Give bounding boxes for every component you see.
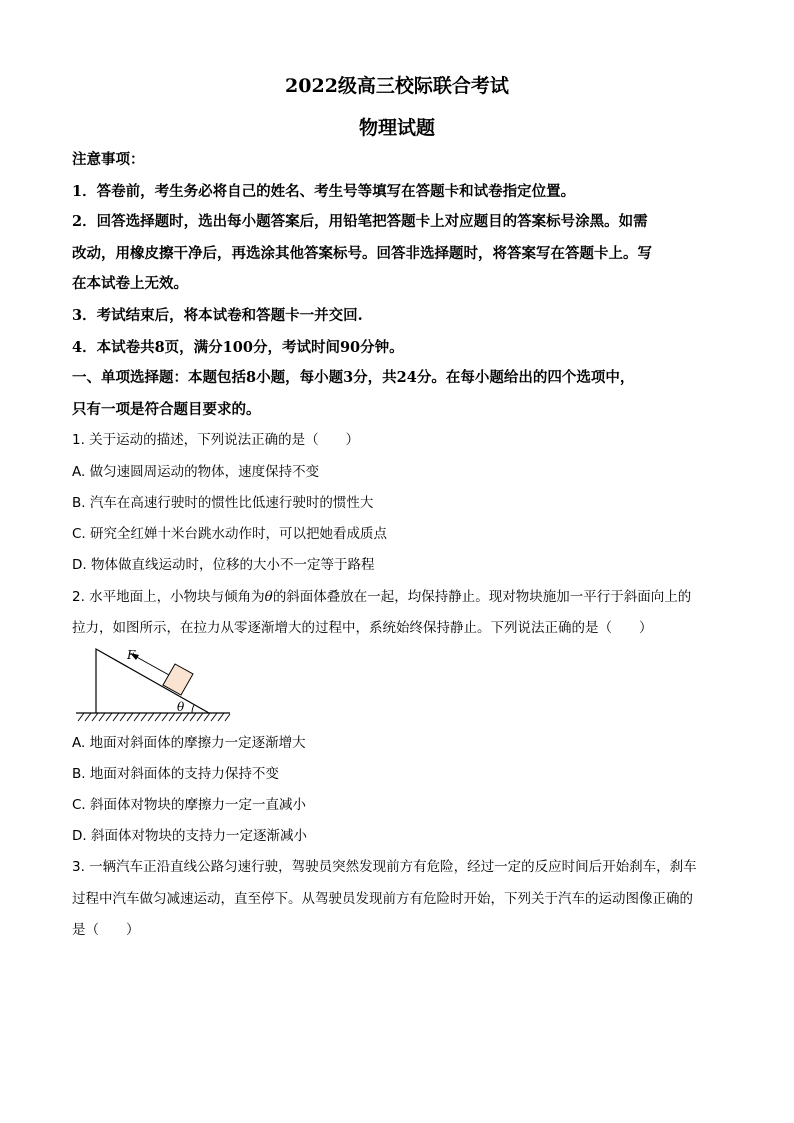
force-arrow	[133, 655, 169, 675]
notice-heading: 注意事项：	[72, 151, 145, 168]
q2-stem-line-2: 拉力，如图所示，在拉力从零逐渐增大的过程中，系统始终保持静止。下列说法正确的是（ ）	[72, 620, 653, 636]
q1-option-a: A. 做匀速圆周运动的物体，速度保持不变	[72, 464, 320, 480]
q3-stem-line-3: 是（ ）	[72, 922, 140, 938]
angle-label: θ	[177, 700, 185, 714]
notice-item-2-line-2: 改动，用橡皮擦干净后，再选涂其他答案标号。回答非选择题时，将答案写在答题卡上。写	[72, 245, 652, 262]
q3-stem-line-1: 3. 一辆汽车正沿直线公路匀速行驶，驾驶员突然发现前方有危险，经过一定的反应时间后开始刹车，刹车	[72, 859, 697, 875]
q3-stem-line-2: 过程中汽车做匀减速运动，直至停下。从驾驶员发现前方有危险时开始，下列关于汽车的运动图像正确的	[72, 891, 693, 907]
q1-option-b: B. 汽车在高速行驶时的惯性比低速行驶时的惯性大	[72, 495, 374, 511]
section-heading-line-2: 只有一项是符合题目要求的。	[72, 401, 261, 418]
q1-option-d: D. 物体做直线运动时，位移的大小不一定等于路程	[72, 557, 375, 573]
q2-stem-part-b: 的斜面体叠放在一起，均保持静止。现对物块施加一平行于斜面向上的	[272, 589, 692, 605]
incline-wedge	[96, 649, 209, 713]
notice-item-2-line-1: 2．回答选择题时，选出每小题答案后，用铅笔把答题卡上对应题目的答案标号涂黑。如需	[72, 213, 648, 230]
q2-option-a: A. 地面对斜面体的摩擦力一定逐渐增大	[72, 735, 306, 751]
q2-stem-theta: θ	[264, 589, 273, 605]
angle-arc	[192, 705, 194, 713]
notice-item-1: 1．答卷前，考生务必将自己的姓名、考生号等填写在答题卡和试卷指定位置。	[72, 183, 576, 200]
q2-stem-line-1	[72, 587, 732, 607]
block	[163, 664, 193, 695]
notice-item-4: 4．本试卷共8页，满分100分，考试时间90分钟。	[72, 339, 404, 356]
q2-option-d: D. 斜面体对物块的支持力一定逐渐减小	[72, 828, 307, 844]
q2-option-c: C. 斜面体对物块的摩擦力一定一直减小	[72, 797, 307, 813]
q2-stem-part-a: 2. 水平地面上，小物块与倾角为	[72, 589, 265, 605]
exam-subtitle: 物理试题	[358, 117, 435, 139]
notice-item-2-line-3: 在本试卷上无效。	[72, 275, 188, 292]
exam-title: 2022级高三校际联合考试	[285, 75, 509, 97]
notice-item-3: 3．考试结束后，将本试卷和答题卡一并交回.	[72, 307, 363, 324]
ground-hatching	[78, 713, 230, 721]
section-heading-line-1: 一、单项选择题：本题包括8小题，每小题3分，共24分。在每小题给出的四个选项中，	[72, 369, 635, 386]
q1-option-c: C. 研究全红婵十米台跳水动作时，可以把她看成质点	[72, 526, 388, 542]
q2-incline-figure	[72, 645, 237, 725]
q2-option-b: B. 地面对斜面体的支持力保持不变	[72, 766, 279, 782]
q1-stem: 1. 关于运动的描述，下列说法正确的是（ ）	[72, 432, 360, 448]
force-label: F	[127, 648, 136, 662]
